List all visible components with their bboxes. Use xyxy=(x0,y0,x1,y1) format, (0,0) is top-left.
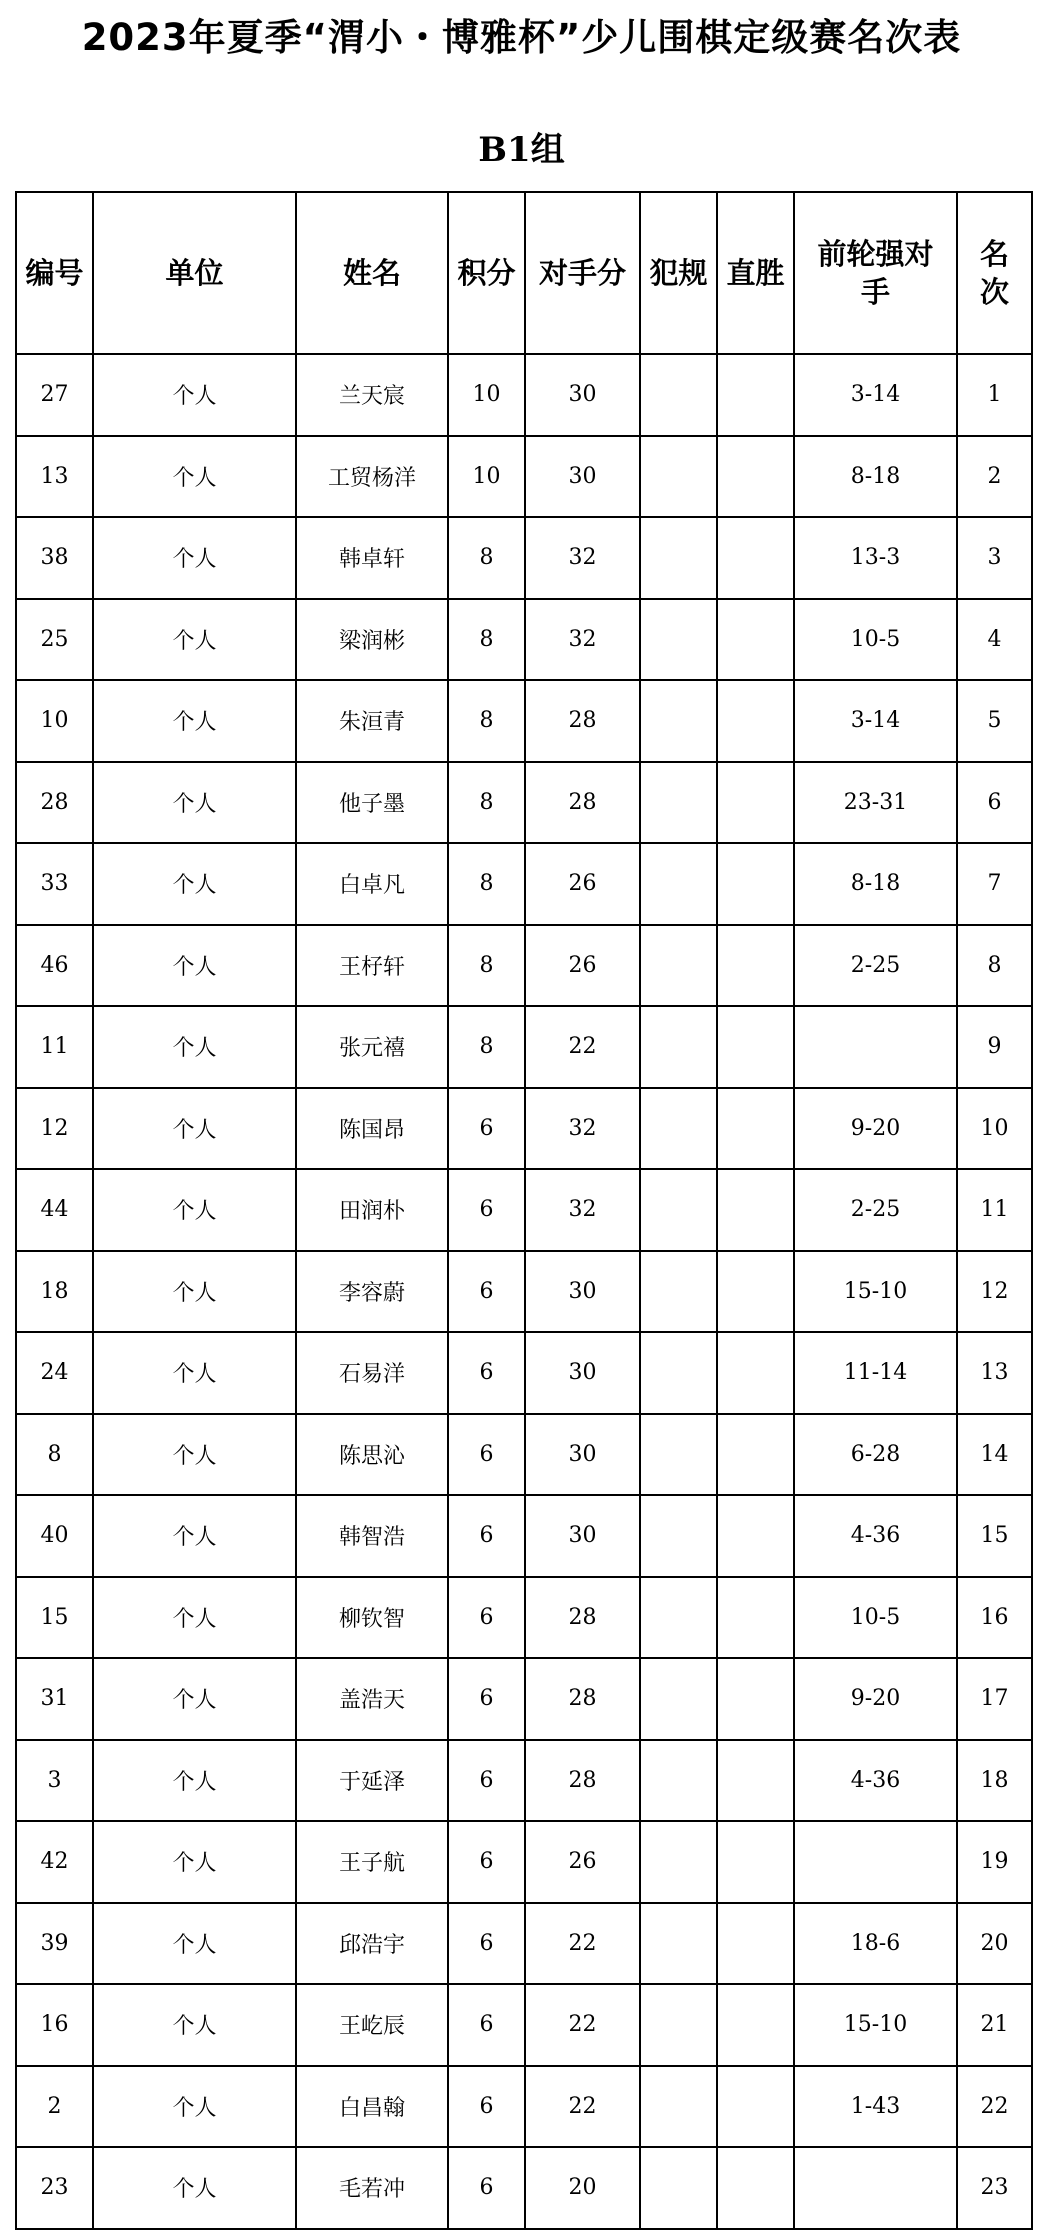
table-row xyxy=(16,925,1032,1007)
cell-direct-win xyxy=(717,2147,794,2229)
cell-opponent-points: 28 xyxy=(525,762,640,844)
cell-unit: 个人 xyxy=(93,1495,296,1577)
cell-rank: 10 xyxy=(957,1088,1032,1170)
cell-points: 6 xyxy=(448,1495,525,1577)
cell-id: 27 xyxy=(16,354,93,436)
table-row xyxy=(16,1088,1032,1170)
cell-name: 王杍轩 xyxy=(296,925,448,1007)
cell-rank: 18 xyxy=(957,1740,1032,1822)
header-name: 姓名 xyxy=(296,192,448,354)
cell-name: 张元禧 xyxy=(296,1006,448,1088)
cell-strong-rival: 15-10 xyxy=(794,1251,957,1333)
cell-name: 陈思沁 xyxy=(296,1414,448,1496)
cell-id: 44 xyxy=(16,1169,93,1251)
cell-points: 6 xyxy=(448,1903,525,1985)
cell-strong-rival xyxy=(794,1821,957,1903)
cell-strong-rival: 9-20 xyxy=(794,1088,957,1170)
cell-unit: 个人 xyxy=(93,599,296,681)
table-row xyxy=(16,1251,1032,1333)
table-row xyxy=(16,2066,1032,2148)
header-id: 编号 xyxy=(16,192,93,354)
cell-id: 13 xyxy=(16,436,93,518)
table-row xyxy=(16,2147,1032,2229)
cell-direct-win xyxy=(717,1821,794,1903)
cell-id: 11 xyxy=(16,1006,93,1088)
cell-strong-rival: 4-36 xyxy=(794,1740,957,1822)
cell-name: 韩智浩 xyxy=(296,1495,448,1577)
cell-name: 邱浩宇 xyxy=(296,1903,448,1985)
cell-points: 8 xyxy=(448,517,525,599)
cell-points: 6 xyxy=(448,1821,525,1903)
cell-points: 8 xyxy=(448,1006,525,1088)
cell-direct-win xyxy=(717,925,794,1007)
cell-direct-win xyxy=(717,1332,794,1414)
cell-unit: 个人 xyxy=(93,1006,296,1088)
cell-strong-rival: 3-14 xyxy=(794,680,957,762)
cell-foul xyxy=(640,1984,717,2066)
cell-foul xyxy=(640,1821,717,1903)
cell-points: 8 xyxy=(448,680,525,762)
cell-id: 42 xyxy=(16,1821,93,1903)
cell-name: 李容蔚 xyxy=(296,1251,448,1333)
cell-strong-rival: 23-31 xyxy=(794,762,957,844)
cell-points: 6 xyxy=(448,1984,525,2066)
cell-id: 16 xyxy=(16,1984,93,2066)
cell-unit: 个人 xyxy=(93,1740,296,1822)
cell-points: 6 xyxy=(448,1088,525,1170)
cell-unit: 个人 xyxy=(93,2147,296,2229)
cell-name: 白昌翰 xyxy=(296,2066,448,2148)
table-row xyxy=(16,680,1032,762)
table-row xyxy=(16,1169,1032,1251)
cell-foul xyxy=(640,1740,717,1822)
cell-unit: 个人 xyxy=(93,1903,296,1985)
header-points: 积分 xyxy=(448,192,525,354)
cell-rank: 19 xyxy=(957,1821,1032,1903)
table-row xyxy=(16,1984,1032,2066)
cell-id: 8 xyxy=(16,1414,93,1496)
cell-unit: 个人 xyxy=(93,1088,296,1170)
cell-unit: 个人 xyxy=(93,1332,296,1414)
cell-rank: 12 xyxy=(957,1251,1032,1333)
cell-foul xyxy=(640,1658,717,1740)
cell-points: 6 xyxy=(448,2066,525,2148)
cell-rank: 16 xyxy=(957,1577,1032,1659)
cell-id: 38 xyxy=(16,517,93,599)
table-row xyxy=(16,1495,1032,1577)
cell-points: 6 xyxy=(448,1251,525,1333)
cell-direct-win xyxy=(717,1414,794,1496)
cell-id: 15 xyxy=(16,1577,93,1659)
page-title: 2023年夏季“渭小・博雅杯”少儿围棋定级赛名次表 xyxy=(81,16,962,59)
cell-foul xyxy=(640,1495,717,1577)
cell-strong-rival: 2-25 xyxy=(794,925,957,1007)
cell-direct-win xyxy=(717,599,794,681)
cell-direct-win xyxy=(717,1658,794,1740)
cell-strong-rival: 9-20 xyxy=(794,1658,957,1740)
cell-opponent-points: 26 xyxy=(525,843,640,925)
table-body xyxy=(16,354,1032,2229)
cell-opponent-points: 22 xyxy=(525,1006,640,1088)
cell-opponent-points: 22 xyxy=(525,1984,640,2066)
cell-rank: 3 xyxy=(957,517,1032,599)
cell-opponent-points: 26 xyxy=(525,1821,640,1903)
cell-foul xyxy=(640,1414,717,1496)
cell-opponent-points: 30 xyxy=(525,1495,640,1577)
cell-id: 10 xyxy=(16,680,93,762)
cell-rank: 11 xyxy=(957,1169,1032,1251)
cell-rank: 21 xyxy=(957,1984,1032,2066)
cell-direct-win xyxy=(717,1169,794,1251)
header-opponent-points: 对手分 xyxy=(525,192,640,354)
cell-unit: 个人 xyxy=(93,1821,296,1903)
cell-name: 毛若冲 xyxy=(296,2147,448,2229)
cell-direct-win xyxy=(717,762,794,844)
cell-foul xyxy=(640,1088,717,1170)
cell-unit: 个人 xyxy=(93,925,296,1007)
cell-name: 朱洹青 xyxy=(296,680,448,762)
cell-id: 2 xyxy=(16,2066,93,2148)
cell-opponent-points: 30 xyxy=(525,354,640,436)
cell-points: 8 xyxy=(448,599,525,681)
table-row xyxy=(16,762,1032,844)
table-row xyxy=(16,1577,1032,1659)
cell-points: 10 xyxy=(448,436,525,518)
cell-opponent-points: 32 xyxy=(525,1169,640,1251)
cell-unit: 个人 xyxy=(93,1414,296,1496)
cell-opponent-points: 28 xyxy=(525,1658,640,1740)
table-row xyxy=(16,517,1032,599)
cell-foul xyxy=(640,1332,717,1414)
cell-unit: 个人 xyxy=(93,762,296,844)
cell-rank: 5 xyxy=(957,680,1032,762)
table-header-row xyxy=(16,192,1032,354)
cell-strong-rival: 1-43 xyxy=(794,2066,957,2148)
cell-foul xyxy=(640,517,717,599)
cell-strong-rival: 10-5 xyxy=(794,599,957,681)
cell-opponent-points: 30 xyxy=(525,1332,640,1414)
cell-points: 6 xyxy=(448,1658,525,1740)
cell-rank: 23 xyxy=(957,2147,1032,2229)
cell-rank: 13 xyxy=(957,1332,1032,1414)
cell-foul xyxy=(640,2147,717,2229)
cell-unit: 个人 xyxy=(93,354,296,436)
cell-opponent-points: 28 xyxy=(525,1577,640,1659)
cell-points: 8 xyxy=(448,925,525,1007)
cell-strong-rival: 13-3 xyxy=(794,517,957,599)
cell-id: 39 xyxy=(16,1903,93,1985)
cell-name: 盖浩天 xyxy=(296,1658,448,1740)
cell-id: 46 xyxy=(16,925,93,1007)
cell-rank: 15 xyxy=(957,1495,1032,1577)
cell-rank: 1 xyxy=(957,354,1032,436)
cell-foul xyxy=(640,599,717,681)
cell-name: 梁润彬 xyxy=(296,599,448,681)
cell-foul xyxy=(640,1006,717,1088)
cell-name: 于延泽 xyxy=(296,1740,448,1822)
cell-rank: 22 xyxy=(957,2066,1032,2148)
cell-foul xyxy=(640,1577,717,1659)
cell-opponent-points: 32 xyxy=(525,1088,640,1170)
cell-id: 28 xyxy=(16,762,93,844)
cell-strong-rival: 10-5 xyxy=(794,1577,957,1659)
cell-points: 6 xyxy=(448,1740,525,1822)
cell-id: 3 xyxy=(16,1740,93,1822)
cell-opponent-points: 28 xyxy=(525,1740,640,1822)
cell-unit: 个人 xyxy=(93,1984,296,2066)
cell-strong-rival: 18-6 xyxy=(794,1903,957,1985)
table-row xyxy=(16,436,1032,518)
cell-strong-rival: 3-14 xyxy=(794,354,957,436)
cell-opponent-points: 22 xyxy=(525,2066,640,2148)
cell-unit: 个人 xyxy=(93,680,296,762)
cell-name: 石易洋 xyxy=(296,1332,448,1414)
cell-direct-win xyxy=(717,354,794,436)
header-direct-win: 直胜 xyxy=(717,192,794,354)
cell-opponent-points: 30 xyxy=(525,1414,640,1496)
cell-strong-rival: 4-36 xyxy=(794,1495,957,1577)
table-row xyxy=(16,843,1032,925)
cell-unit: 个人 xyxy=(93,436,296,518)
cell-strong-rival: 8-18 xyxy=(794,843,957,925)
cell-name: 兰天宸 xyxy=(296,354,448,436)
cell-direct-win xyxy=(717,680,794,762)
cell-id: 40 xyxy=(16,1495,93,1577)
cell-strong-rival: 6-28 xyxy=(794,1414,957,1496)
cell-points: 10 xyxy=(448,354,525,436)
cell-strong-rival: 2-25 xyxy=(794,1169,957,1251)
cell-unit: 个人 xyxy=(93,843,296,925)
cell-rank: 8 xyxy=(957,925,1032,1007)
cell-id: 18 xyxy=(16,1251,93,1333)
cell-rank: 4 xyxy=(957,599,1032,681)
cell-strong-rival: 8-18 xyxy=(794,436,957,518)
cell-direct-win xyxy=(717,843,794,925)
cell-name: 柳钦智 xyxy=(296,1577,448,1659)
header-strong-rival: 前轮强对手 xyxy=(794,192,957,354)
cell-unit: 个人 xyxy=(93,1169,296,1251)
cell-unit: 个人 xyxy=(93,517,296,599)
cell-strong-rival xyxy=(794,2147,957,2229)
cell-id: 33 xyxy=(16,843,93,925)
cell-direct-win xyxy=(717,1903,794,1985)
cell-opponent-points: 26 xyxy=(525,925,640,1007)
cell-foul xyxy=(640,843,717,925)
cell-strong-rival: 11-14 xyxy=(794,1332,957,1414)
cell-name: 白卓凡 xyxy=(296,843,448,925)
cell-rank: 6 xyxy=(957,762,1032,844)
header-foul: 犯规 xyxy=(640,192,717,354)
cell-foul xyxy=(640,925,717,1007)
cell-name: 他子墨 xyxy=(296,762,448,844)
cell-direct-win xyxy=(717,436,794,518)
cell-rank: 2 xyxy=(957,436,1032,518)
cell-foul xyxy=(640,762,717,844)
header-rank: 名次 xyxy=(957,192,1032,354)
group-title: B1组 xyxy=(478,130,565,170)
cell-direct-win xyxy=(717,1495,794,1577)
table-row xyxy=(16,1414,1032,1496)
table-row xyxy=(16,1903,1032,1985)
cell-rank: 9 xyxy=(957,1006,1032,1088)
cell-name: 工贸杨洋 xyxy=(296,436,448,518)
cell-rank: 7 xyxy=(957,843,1032,925)
cell-unit: 个人 xyxy=(93,1251,296,1333)
cell-opponent-points: 32 xyxy=(525,517,640,599)
cell-points: 8 xyxy=(448,762,525,844)
table-row xyxy=(16,354,1032,436)
cell-direct-win xyxy=(717,1984,794,2066)
cell-points: 6 xyxy=(448,1577,525,1659)
cell-points: 8 xyxy=(448,843,525,925)
table-row xyxy=(16,1332,1032,1414)
cell-id: 25 xyxy=(16,599,93,681)
cell-points: 6 xyxy=(448,1169,525,1251)
cell-foul xyxy=(640,1251,717,1333)
table-row xyxy=(16,1821,1032,1903)
cell-id: 31 xyxy=(16,1658,93,1740)
cell-foul xyxy=(640,2066,717,2148)
cell-foul xyxy=(640,1169,717,1251)
cell-foul xyxy=(640,354,717,436)
cell-opponent-points: 30 xyxy=(525,436,640,518)
cell-foul xyxy=(640,680,717,762)
cell-unit: 个人 xyxy=(93,1658,296,1740)
cell-strong-rival xyxy=(794,1006,957,1088)
cell-direct-win xyxy=(717,1006,794,1088)
header-unit: 单位 xyxy=(93,192,296,354)
cell-points: 6 xyxy=(448,1414,525,1496)
cell-direct-win xyxy=(717,1088,794,1170)
cell-opponent-points: 32 xyxy=(525,599,640,681)
cell-strong-rival: 15-10 xyxy=(794,1984,957,2066)
cell-opponent-points: 30 xyxy=(525,1251,640,1333)
cell-opponent-points: 22 xyxy=(525,1903,640,1985)
table-row xyxy=(16,1006,1032,1088)
cell-name: 田润朴 xyxy=(296,1169,448,1251)
cell-opponent-points: 28 xyxy=(525,680,640,762)
cell-name: 陈国昂 xyxy=(296,1088,448,1170)
ranking-table xyxy=(15,191,1033,2230)
table-row xyxy=(16,1658,1032,1740)
cell-points: 6 xyxy=(448,1332,525,1414)
cell-unit: 个人 xyxy=(93,2066,296,2148)
cell-id: 12 xyxy=(16,1088,93,1170)
cell-name: 王子航 xyxy=(296,1821,448,1903)
cell-foul xyxy=(640,436,717,518)
cell-rank: 20 xyxy=(957,1903,1032,1985)
cell-direct-win xyxy=(717,2066,794,2148)
cell-rank: 14 xyxy=(957,1414,1032,1496)
cell-foul xyxy=(640,1903,717,1985)
table-row xyxy=(16,1740,1032,1822)
cell-id: 24 xyxy=(16,1332,93,1414)
table-row xyxy=(16,599,1032,681)
cell-name: 韩卓轩 xyxy=(296,517,448,599)
cell-unit: 个人 xyxy=(93,1577,296,1659)
cell-direct-win xyxy=(717,1577,794,1659)
cell-points: 6 xyxy=(448,2147,525,2229)
cell-rank: 17 xyxy=(957,1658,1032,1740)
cell-opponent-points: 20 xyxy=(525,2147,640,2229)
cell-direct-win xyxy=(717,1251,794,1333)
cell-id: 23 xyxy=(16,2147,93,2229)
cell-name: 王屹辰 xyxy=(296,1984,448,2066)
cell-direct-win xyxy=(717,1740,794,1822)
cell-direct-win xyxy=(717,517,794,599)
